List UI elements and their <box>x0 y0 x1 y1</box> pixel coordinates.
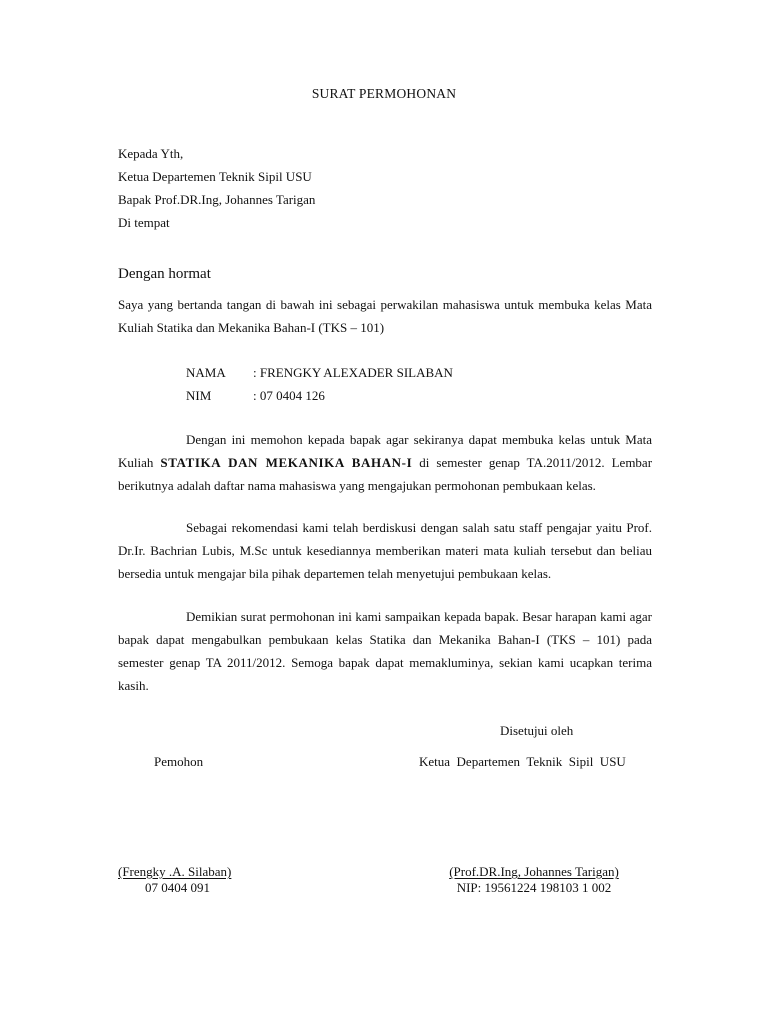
approver-nip: NIP: 19561224 198103 1 002 <box>456 880 612 895</box>
approved-by-label: Disetujui oleh <box>500 723 574 738</box>
paragraph1-line-3: berikutnya adalah daftar nama mahasiswa yang mengajukan permohonan pembukaan kelas. <box>118 478 596 493</box>
paragraph2-line-3: bersedia untuk mengajar bila pihak departemen telah menyetujui pembukaan kelas. <box>118 566 552 581</box>
greeting: Dengan hormat <box>118 266 211 282</box>
paragraph2-line-1: Sebagai rekomendasi kami telah berdiskusi dengan salah satu staff pengajar yaitu Prof. <box>186 520 652 535</box>
paragraph1-line-2-suffix: di semester genap TA.2011/2012. Lembar <box>419 455 653 470</box>
paragraph1-line-2 <box>118 455 652 471</box>
letter-title: SURAT PERMOHONAN <box>311 86 457 101</box>
course-name-bold: STATIKA DAN MEKANIKA BAHAN-I <box>160 455 413 470</box>
nim-label: NIM <box>186 388 212 403</box>
nim-value: : 07 0404 126 <box>253 388 325 403</box>
recipient-line-2: Ketua Departemen Teknik Sipil USU <box>118 169 312 184</box>
recipient-line-3: Bapak Prof.DR.Ing, Johannes Tarigan <box>118 192 316 207</box>
paragraph3-line-3: semester genap TA 2011/2012. Semoga bapak dapat memakluminya, sekian kami ucapkan terima <box>118 655 652 670</box>
applicant-role: Pemohon <box>154 754 204 769</box>
paragraph3-line-1: Demikian surat permohonan ini kami sampaikan kepada bapak. Besar harapan kami agar <box>186 609 652 624</box>
applicant-id: 07 0404 091 <box>145 880 210 895</box>
approver-name: (Prof.DR.Ing, Johannes Tarigan) <box>449 864 619 879</box>
intro-line-1: Saya yang bertanda tangan di bawah ini sebagai perwakilan mahasiswa untuk membuka kelas Mata <box>118 297 652 312</box>
paragraph1-line-2-prefix: Kuliah <box>118 455 154 470</box>
paragraph1-line-1: Dengan ini memohon kepada bapak agar sekiranya dapat membuka kelas untuk Mata <box>186 432 652 447</box>
recipient-line-1: Kepada Yth, <box>118 146 184 161</box>
paragraph3-line-2: bapak dapat mengabulkan pembukaan kelas Statika dan Mekanika Bahan-I (TKS – 101) pada <box>118 632 652 647</box>
nama-value: : FRENGKY ALEXADER SILABAN <box>253 365 453 380</box>
nama-label: NAMA <box>186 365 226 380</box>
paragraph2-line-2: Dr.Ir. Bachrian Lubis, M.Sc untuk kesediannya memberikan materi mata kuliah tersebut dan beliau <box>118 543 652 558</box>
applicant-name: (Frengky .A. Silaban) <box>118 864 232 879</box>
approver-role: Ketua Departemen Teknik Sipil USU <box>419 754 626 769</box>
paragraph3-line-4: kasih. <box>118 678 149 693</box>
intro-line-2: Kuliah Statika dan Mekanika Bahan-I (TKS – 101) <box>118 320 385 335</box>
recipient-line-4: Di tempat <box>118 215 170 230</box>
